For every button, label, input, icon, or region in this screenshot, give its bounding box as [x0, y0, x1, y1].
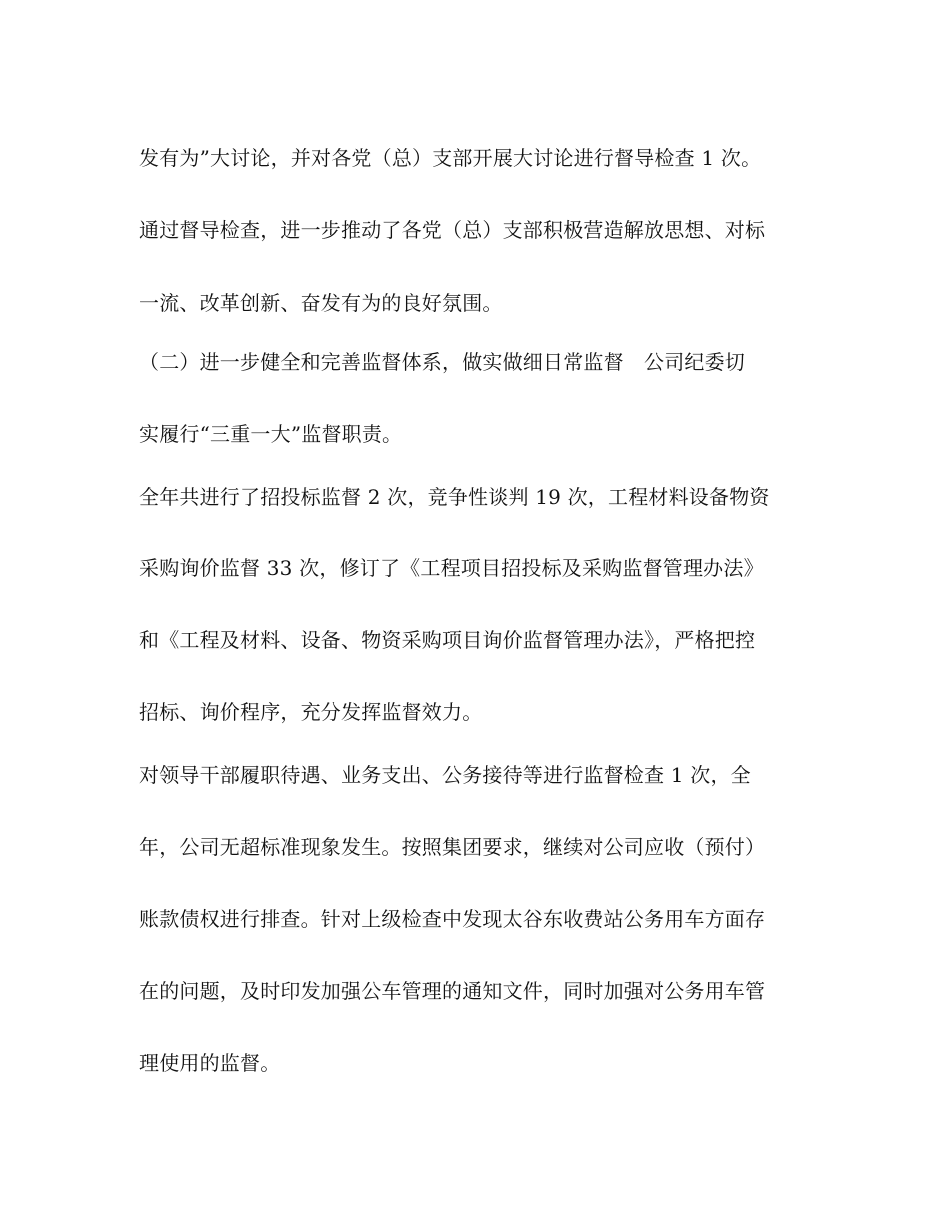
text-line-11: 年，公司无超标准现象发生。按照集团要求，继续对公司应收（预付）: [139, 835, 766, 859]
text-line-1: 发有为”大讨论，并对各党（总）支部开展大讨论进行督导检查 1 次。: [139, 146, 762, 170]
text-line-5: 实履行“三重一大”监督职责。: [139, 422, 403, 446]
text-line-9: 招标、询价程序，充分发挥监督效力。: [139, 700, 483, 724]
text-line-10: 对领导干部履职待遇、业务支出、公务接待等进行监督检查 1 次，全: [139, 763, 751, 787]
text-line-12: 账款债权进行排查。针对上级检查中发现太谷东收费站公务用车方面存: [139, 907, 766, 931]
text-line-3: 一流、改革创新、奋发有为的良好氛围。: [139, 291, 503, 315]
text-line-7: 采购询价监督 33 次，修订了《工程项目招投标及采购监督管理办法》: [139, 556, 764, 580]
text-line-2: 通过督导检查，进一步推动了各党（总）支部积极营造解放思想、对标: [139, 218, 766, 242]
text-line-6: 全年共进行了招投标监督 2 次，竞争性谈判 19 次，工程材料设备物资: [139, 485, 770, 509]
text-line-14: 理使用的监督。: [139, 1051, 281, 1075]
text-line-13: 在的问题，及时印发加强公车管理的通知文件，同时加强对公务用车管: [139, 979, 766, 1003]
section-heading: （二）进一步健全和完善监督体系，做实做细日常监督 公司纪委切: [139, 350, 745, 374]
text-line-8: 和《工程及材料、设备、物资采购项目询价监督管理办法》，严格把控: [139, 628, 756, 652]
